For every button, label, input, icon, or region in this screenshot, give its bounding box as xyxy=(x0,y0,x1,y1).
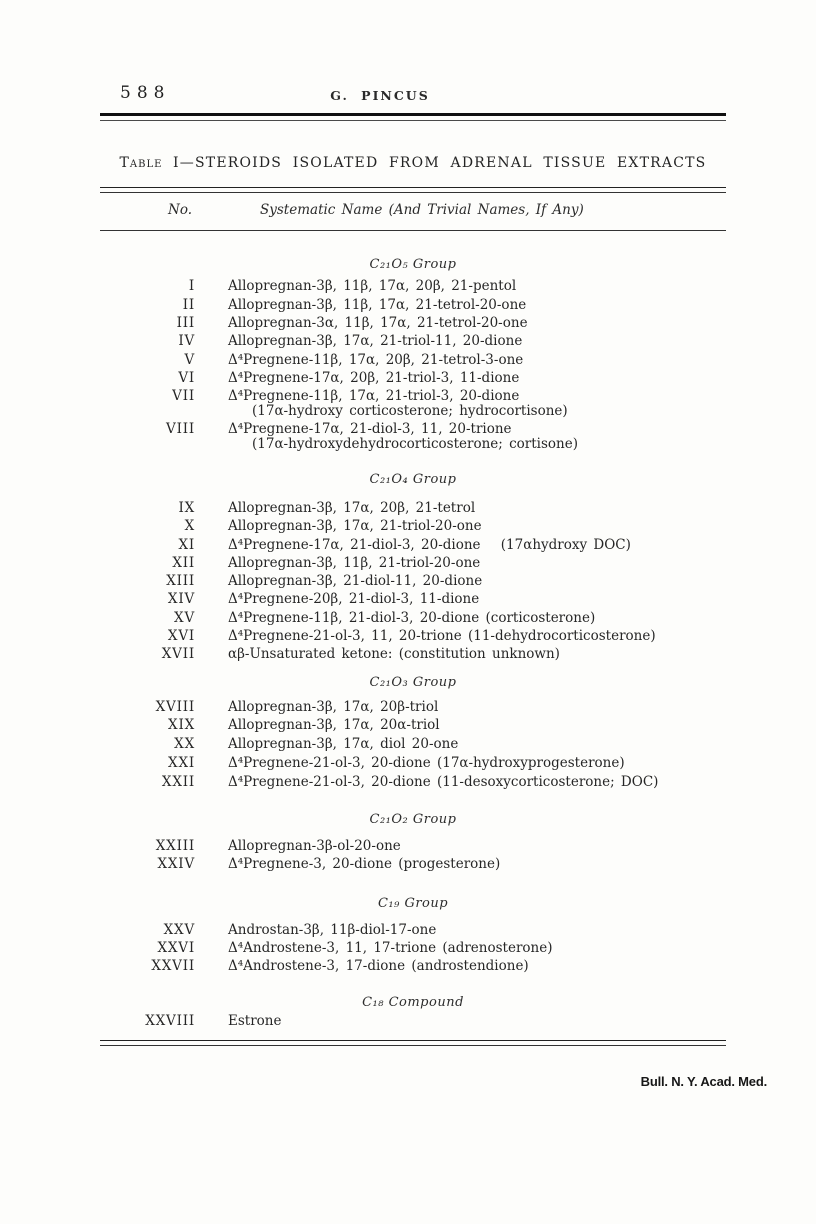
table-row xyxy=(100,314,726,332)
row-no: XIII xyxy=(166,573,195,589)
table-row xyxy=(100,332,726,350)
table-row xyxy=(100,517,726,535)
row-name: Allopregnan-3β, 17α, 20β, 21-tetrol xyxy=(228,500,476,516)
column-header-no: No. xyxy=(168,202,192,218)
group-heading: C₁₉ Group xyxy=(377,896,449,911)
row-no: X xyxy=(184,518,195,534)
row-name: Allopregnan-3β, 17α, 21-triol-11, 20-dione xyxy=(228,333,523,349)
table-row xyxy=(100,554,726,572)
table-row xyxy=(100,855,726,873)
column-header-rule xyxy=(100,230,726,231)
row-name: Δ⁴Pregnene-11β, 17α, 20β, 21-tetrol-3-one xyxy=(228,352,524,368)
row-no: XI xyxy=(178,537,195,553)
row-no: XXIII xyxy=(155,838,195,854)
table-row xyxy=(100,351,726,369)
row-no: IX xyxy=(178,500,195,516)
row-name: Allopregnan-3β-ol-20-one xyxy=(228,838,401,854)
journal-footer: Bull. N. Y. Acad. Med. xyxy=(640,1074,767,1089)
row-name: Allopregnan-3β, 11β, 21-triol-20-one xyxy=(228,555,481,571)
row-name: Δ⁴Pregnene-17α, 21-diol-3, 11, 20-trione xyxy=(228,421,512,437)
row-name: Allopregnan-3β, 17α, diol 20-one xyxy=(228,736,459,752)
running-head: G. PINCUS xyxy=(330,88,430,103)
table-row xyxy=(100,645,726,663)
table-row xyxy=(100,735,726,753)
row-no: XX xyxy=(174,736,195,752)
row-name: Allopregnan-3β, 17α, 20β-triol xyxy=(228,699,439,715)
row-no: XXI xyxy=(168,755,195,771)
row-no: XXII xyxy=(161,774,195,790)
table-row xyxy=(100,536,726,554)
row-no: XXV xyxy=(163,922,195,938)
table-top-rule xyxy=(100,187,726,193)
table-row xyxy=(100,698,726,716)
column-header-name: Systematic Name (And Trivial Names, If Any) xyxy=(260,202,584,218)
group-heading: C₂₁O₂ Group xyxy=(369,812,457,827)
table-row xyxy=(100,957,726,975)
row-name: Allopregnan-3β, 17α, 21-triol-20-one xyxy=(228,518,482,534)
table-row xyxy=(100,609,726,627)
row-name: Allopregnan-3β, 11β, 17α, 21-tetrol-20-one xyxy=(228,297,527,313)
row-no: XVII xyxy=(161,646,195,662)
row-name: Δ⁴Pregnene-17α, 20β, 21-triol-3, 11-dione xyxy=(228,370,520,386)
table-row xyxy=(100,499,726,517)
row-trivial-name: (17α-hydroxydehydrocorticosterone; cortisone) xyxy=(252,436,578,452)
row-no: I xyxy=(188,278,195,294)
table-title xyxy=(100,154,726,172)
row-name: Δ⁴Androstene-3, 11, 17-trione (adrenosterone) xyxy=(228,940,553,956)
row-name: Δ⁴Pregnene-21-ol-3, 20-dione (11-desoxycorticosterone; DOC) xyxy=(228,774,659,790)
row-no: IV xyxy=(178,333,195,349)
group-heading: C₂₁O₃ Group xyxy=(369,675,457,690)
table-row xyxy=(100,627,726,645)
content-block xyxy=(100,0,726,1224)
page-number: 588 xyxy=(120,83,171,103)
table-row xyxy=(100,369,726,387)
row-no: XVI xyxy=(167,628,195,644)
table-row xyxy=(100,1012,726,1030)
row-name: Δ⁴Pregnene-3, 20-dione (progesterone) xyxy=(228,856,501,872)
row-name: Allopregnan-3β, 17α, 20α-triol xyxy=(228,717,440,733)
row-name: Δ⁴Pregnene-11β, 17α, 21-triol-3, 20-dione xyxy=(228,388,520,404)
group-heading: C₂₁O₅ Group xyxy=(369,257,457,272)
row-no: XVIII xyxy=(155,699,195,715)
group-heading: C₁₈ Compound xyxy=(362,995,464,1010)
row-name: Δ⁴Pregnene-20β, 21-diol-3, 11-dione xyxy=(228,591,480,607)
row-name: αβ-Unsaturated ketone: (constitution unknown) xyxy=(228,646,560,662)
table-bottom-rule xyxy=(100,1040,726,1046)
group-heading: C₂₁O₄ Group xyxy=(369,472,457,487)
table-row xyxy=(100,921,726,939)
row-no: II xyxy=(182,297,195,313)
row-no: XXVIII xyxy=(145,1013,195,1029)
row-no: VI xyxy=(178,370,195,386)
table-row xyxy=(100,590,726,608)
table-row xyxy=(100,296,726,314)
row-no: XXVI xyxy=(157,940,195,956)
row-name: Androstan-3β, 11β-diol-17-one xyxy=(228,922,437,938)
table-row xyxy=(100,837,726,855)
row-no: VIII xyxy=(166,421,195,437)
row-no: XV xyxy=(174,610,195,626)
row-no: XIV xyxy=(167,591,195,607)
row-no: III xyxy=(176,315,195,331)
row-name: Δ⁴Pregnene-17α, 21-diol-3, 20-dione (17αhydroxy DOC) xyxy=(228,537,631,553)
table-row xyxy=(100,939,726,957)
row-trivial-name: (17α-hydroxy corticosterone; hydrocortisone) xyxy=(252,403,568,419)
header-rule xyxy=(100,113,726,121)
row-no: XXIV xyxy=(157,856,195,872)
row-name: Δ⁴Pregnene-21-ol-3, 20-dione (17α-hydroxyprogesterone) xyxy=(228,755,625,771)
table-title-text: I—STEROIDS ISOLATED FROM ADRENAL TISSUE EXTRACTS xyxy=(162,155,707,171)
row-no: VII xyxy=(172,388,195,404)
row-name: Allopregnan-3β, 21-diol-11, 20-dione xyxy=(228,573,483,589)
row-name: Allopregnan-3α, 11β, 17α, 21-tetrol-20-one xyxy=(228,315,528,331)
row-no: XII xyxy=(172,555,195,571)
table-row xyxy=(100,572,726,590)
table-row xyxy=(100,754,726,772)
row-name: Allopregnan-3β, 11β, 17α, 20β, 21-pentol xyxy=(228,278,517,294)
row-no: XIX xyxy=(168,717,195,733)
row-name: Δ⁴Androstene-3, 17-dione (androstendione) xyxy=(228,958,529,974)
table-row xyxy=(100,773,726,791)
row-no: XXVII xyxy=(151,958,195,974)
table-row xyxy=(100,277,726,295)
row-no: V xyxy=(184,352,195,368)
table-title-label: Table xyxy=(119,155,163,171)
table-row xyxy=(100,716,726,734)
row-name: Δ⁴Pregnene-11β, 21-diol-3, 20-dione (corticosterone) xyxy=(228,610,596,626)
row-name: Δ⁴Pregnene-21-ol-3, 11, 20-trione (11-dehydrocorticosterone) xyxy=(228,628,656,644)
row-name: Estrone xyxy=(228,1013,282,1029)
